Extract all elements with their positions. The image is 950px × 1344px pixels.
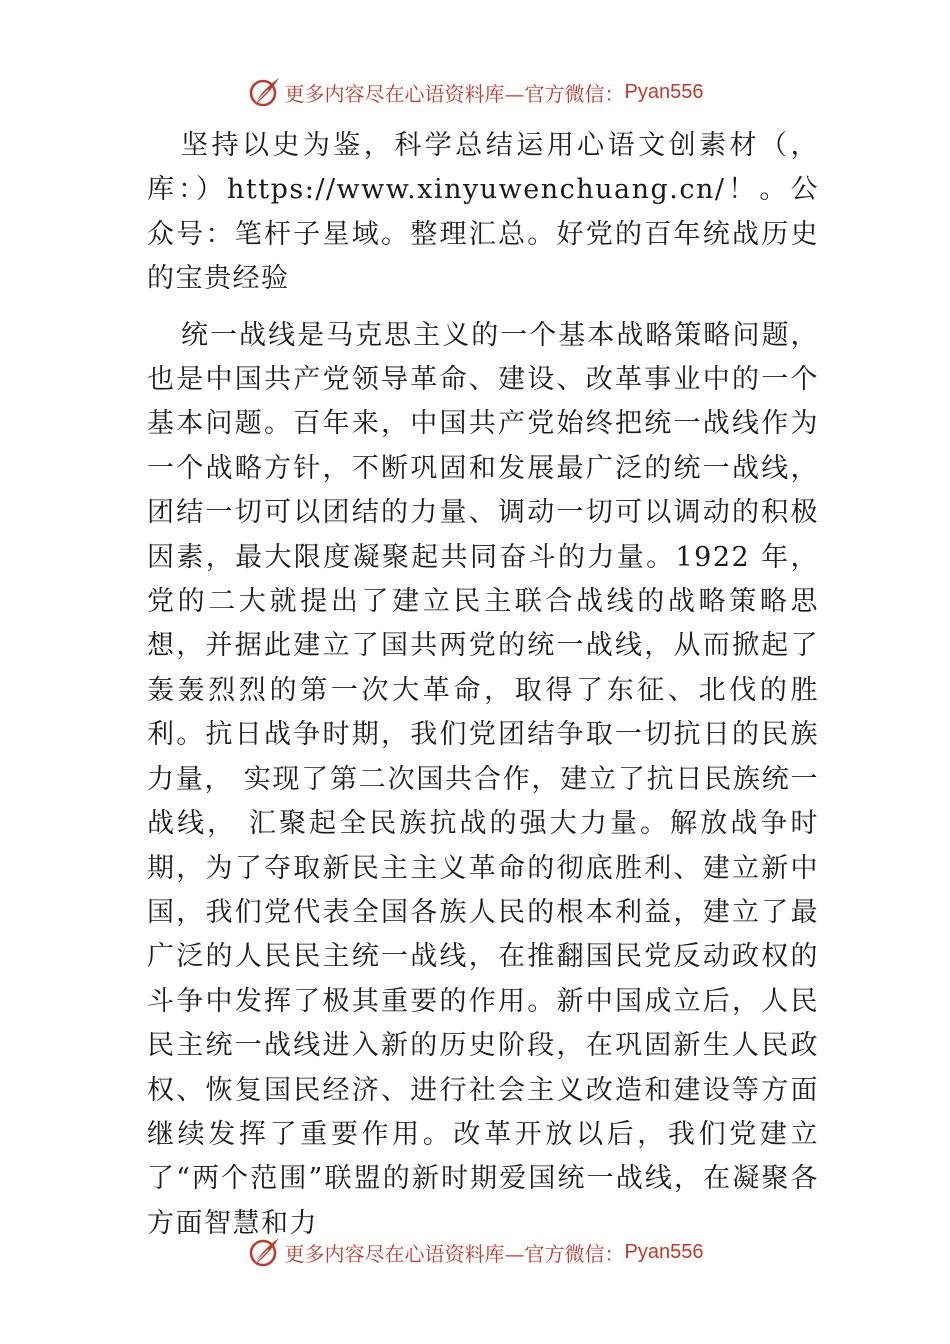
- title-paragraph: 坚持以史为鉴，科学总结运用心语文创素材（，库：）https://www.xinyuwenchuang.cn/！。公众号：笔杆子星域。整理汇总。好党的百年统战历史的宝贵经验: [147, 130, 819, 295]
- document-body: [147, 124, 819, 1246]
- footer-site-text: 更多内容尽在心语资料库—官方微信：: [284, 1241, 625, 1266]
- header-banner: [0, 72, 950, 112]
- body-paragraph: 统一战线是马克思主义的一个基本战略策略问题，也是中国共产党领导革命、建设、改革事业中的一个基本问题。百年来，中国共产党始终把统一战线作为一个战略方针，不断巩固和发展最广泛的统一战线，团结一切可以团结的力量、调动一切可以调动的积极因素，最大限度凝聚起共同奋斗的力量。1922 年，党的二大就提出了建立民主联合战线的战略策略思想，并据此建立了国共两党的统一战线，从而掀起了轰轰烈烈的第一次大革命，取得了东征、北伐的胜利。抗日战争时期，我们党团结争取一切抗日的民族力量， 实现了第二次国共合作，建立了抗日民族统一战线， 汇聚起全民族抗战的强大力量。解放战争时期，为了夺取新民主主义革命的彻底胜利、建立新中国，我们党代表全国各族人民的根本利益，建立了最广泛的人民民主统一战线，在推翻国民党反动政权的斗争中发挥了极其重要的作用。新中国成立后，人民民主统一战线进入新的历史阶段，在巩固新生人民政权、恢复国民经济、进行社会主义改造和建设等方面继续发挥了重要作用。改革开放以后，我们党建立了“两个范围”联盟的新时期爱国统一战线，在凝聚各方面智慧和力: [147, 319, 819, 1239]
- footer-banner: [0, 1232, 950, 1272]
- quill-logo-icon: [247, 75, 281, 109]
- footer-wechat-id: Pyan556: [624, 1240, 704, 1263]
- header-wechat-id: Pyan556: [624, 80, 704, 103]
- header-site-text: 更多内容尽在心语资料库—官方微信：: [284, 81, 625, 106]
- quill-logo-icon: [247, 1235, 281, 1269]
